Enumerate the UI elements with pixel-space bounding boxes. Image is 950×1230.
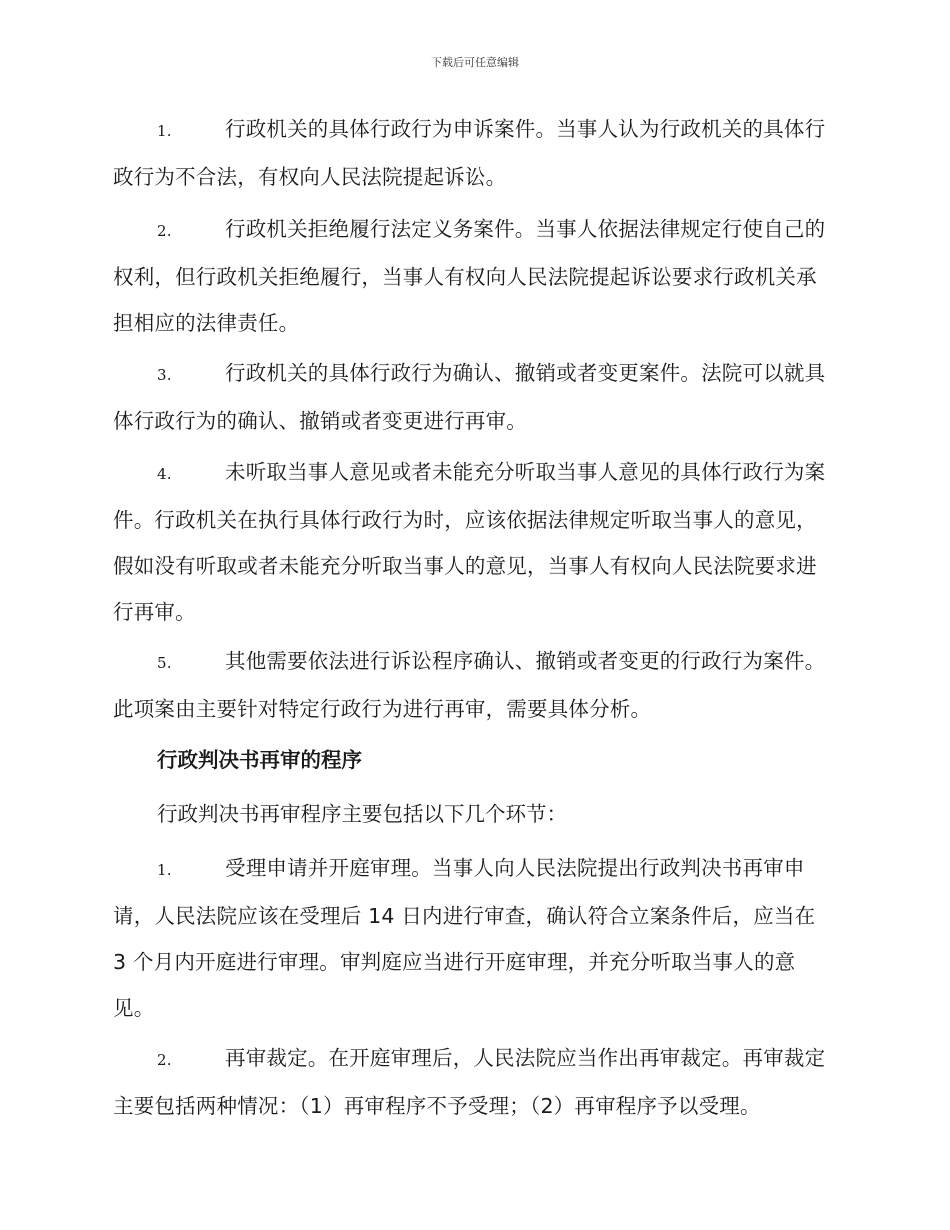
list-item-number: 3. (157, 366, 172, 384)
list-item-number: 5. (157, 654, 172, 672)
list-item (113, 106, 835, 200)
list-item (113, 1035, 835, 1129)
list-item (113, 350, 835, 444)
list-item-text: 行政机关的具体行政行为确认、撤销或者变更案件。法院可以就具体行政行为的确认、撤销或者变更进行再审。 (113, 361, 826, 433)
list-item-number: 1. (157, 861, 172, 879)
list-item-number: 4. (157, 465, 172, 483)
list-item-text: 未听取当事人意见或者未能充分听取当事人意见的具体行政行为案件。行政机关在执行具体行政行为时，应该依据法律规定听取当事人的意见，假如没有听取或者未能充分听取当事人的意见，当事人有权向人民法院要求进行再审。 (113, 460, 826, 624)
list-item (113, 638, 835, 732)
list-item-number: 2. (157, 1051, 172, 1069)
list-item-text: 其他需要依法进行诉讼程序确认、撤销或者变更的行政行为案件。此项案由主要针对特定行政行为进行再审，需要具体分析。 (113, 649, 826, 721)
list-item (113, 845, 835, 1031)
list-item-number: 1. (157, 122, 172, 140)
section-intro: 行政判决书再审程序主要包括以下几个环节： (157, 802, 567, 826)
list-item-number: 2. (157, 222, 172, 240)
list-item-text: 行政机关拒绝履行法定义务案件。当事人依据法律规定行使自己的权利，但行政机关拒绝履行，当事人有权向人民法院提起诉讼要求行政机关承担相应的法律责任。 (113, 217, 826, 335)
list-item (113, 449, 835, 635)
section-heading: 行政判决书再审的程序 (157, 748, 362, 772)
list-item-text: 再审裁定。在开庭审理后，人民法院应当作出再审裁定。再审裁定主要包括两种情况：（1）再审程序不予受理；（2）再审程序予以受理。 (113, 1046, 826, 1118)
list-item (113, 206, 835, 346)
list-item-text: 受理申请并开庭审理。当事人向人民法院提出行政判决书再审申请，人民法院应该在受理后 14 日内进行审查，确认符合立案条件后，应当在 3 个月内开庭进行审理。审判庭应当进行开庭审理，并充分听取当事人的意见。 (113, 856, 816, 1020)
page-header: 下载后可任意编辑 (431, 56, 519, 69)
list-item-text: 行政机关的具体行政行为申诉案件。当事人认为行政机关的具体行政行为不合法，有权向人民法院提起诉讼。 (113, 117, 826, 189)
